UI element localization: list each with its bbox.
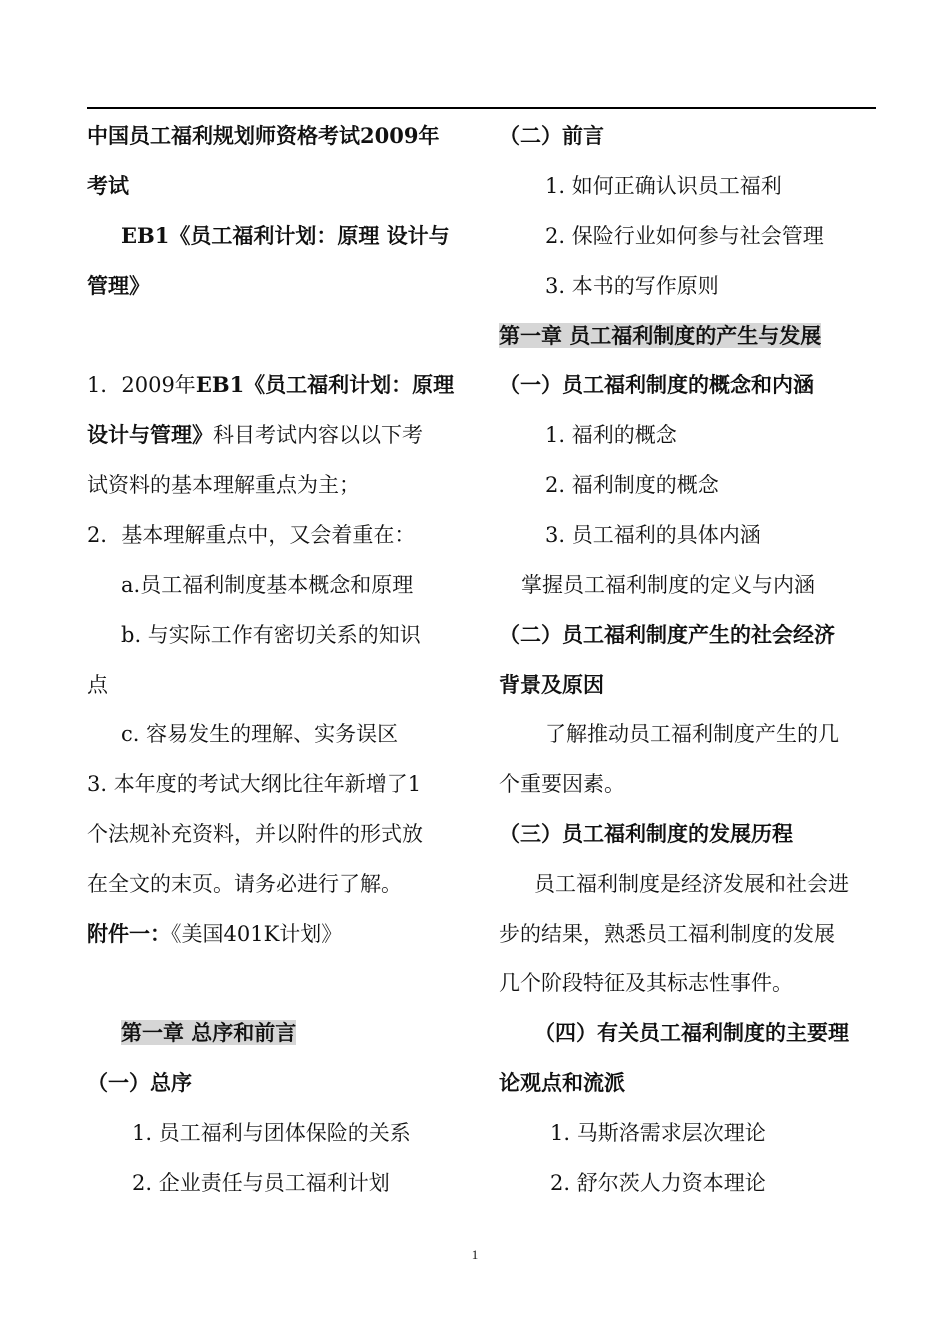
section2-heading: （二）前言 <box>499 123 604 148</box>
s2-note-line1: 了解推动员工福利制度产生的几 <box>545 722 839 746</box>
s4-item1: 1. 马斯洛需求层次理论 <box>550 1121 766 1145</box>
item2-a: a.员工福利制度基本概念和原理 <box>121 573 414 597</box>
page-number: 1 <box>471 1247 479 1262</box>
s2-heading-line2: 背景及原因 <box>499 672 604 697</box>
s1-heading: （一）员工福利制度的概念和内涵 <box>499 372 814 397</box>
chapter1-heading <box>121 1018 296 1048</box>
item1-prefix: 1．2009年 <box>87 373 196 397</box>
s1-item1: 1. 福利的概念 <box>545 423 677 447</box>
s3-note-line3: 几个阶段特征及其标志性事件。 <box>499 971 793 995</box>
item3-line2: 个法规补充资料，并以附件的形式放 <box>87 822 423 846</box>
s4-heading-line1: （四）有关员工福利制度的主要理 <box>534 1020 849 1045</box>
item1-text: 科目考试内容以以下考 <box>213 423 423 447</box>
attachment-text: 《美国401K计划》 <box>171 922 343 946</box>
section1-item1: 1. 员工福利与团体保险的关系 <box>132 1121 411 1145</box>
s3-note-line2: 步的结果，熟悉员工福利制度的发展 <box>499 922 835 946</box>
s2-heading-line1: （二）员工福利制度产生的社会经济 <box>499 622 835 647</box>
chapter1-title: 第一章 总序和前言 <box>121 1020 297 1045</box>
chapter-title: 第一章 员工福利制度的产生与发展 <box>499 323 822 348</box>
item2-line: 2．基本理解重点中，又会着重在： <box>87 523 416 547</box>
s3-note-line1: 员工福利制度是经济发展和社会进 <box>534 872 849 896</box>
s3-heading: （三）员工福利制度的发展历程 <box>499 821 793 846</box>
s2-note-line2: 个重要因素。 <box>499 772 625 796</box>
s1-note: 掌握员工福利制度的定义与内涵 <box>521 573 815 597</box>
chapter-heading <box>499 321 821 351</box>
item2-b-line2: 点 <box>87 673 108 697</box>
item1-line2 <box>87 420 423 450</box>
section1-heading: （一）总序 <box>87 1070 192 1095</box>
item3-line1: 3. 本年度的考试大纲比往年新增了1 <box>87 772 422 796</box>
attachment-line <box>87 919 342 949</box>
item1-course-name: EB1《员工福利计划：原理 <box>195 372 455 397</box>
section2-item1: 1. 如何正确认识员工福利 <box>545 174 782 198</box>
s4-item2: 2. 舒尔茨人力资本理论 <box>550 1171 766 1195</box>
doc-title-line1: 中国员工福利规划师资格考试2009年 <box>87 123 440 148</box>
doc-title-line2: 考试 <box>87 173 129 198</box>
item2-b-line1: b. 与实际工作有密切关系的知识 <box>121 623 421 647</box>
s4-heading-line2: 论观点和流派 <box>499 1070 625 1095</box>
item3-line3: 在全文的末页。请务必进行了解。 <box>87 872 402 896</box>
section1-item2: 2. 企业责任与员工福利计划 <box>132 1171 390 1195</box>
item1-line3: 试资料的基本理解重点为主； <box>87 473 360 497</box>
s1-item3: 3. 员工福利的具体内涵 <box>545 523 761 547</box>
item1-course-name-cont: 设计与管理》 <box>87 422 213 447</box>
doc-subtitle-line2: 管理》 <box>87 273 150 298</box>
s1-item2: 2. 福利制度的概念 <box>545 473 719 497</box>
section2-item3: 3. 本书的写作原则 <box>545 274 719 298</box>
doc-subtitle-line1: EB1《员工福利计划：原理 设计与 <box>121 223 450 248</box>
item2-c: c. 容易发生的理解、实务误区 <box>121 722 399 746</box>
section2-item2: 2. 保险行业如何参与社会管理 <box>545 224 824 248</box>
header-rule <box>87 107 876 109</box>
item1-line1 <box>87 370 454 400</box>
attachment-label: 附件一： <box>87 921 171 946</box>
